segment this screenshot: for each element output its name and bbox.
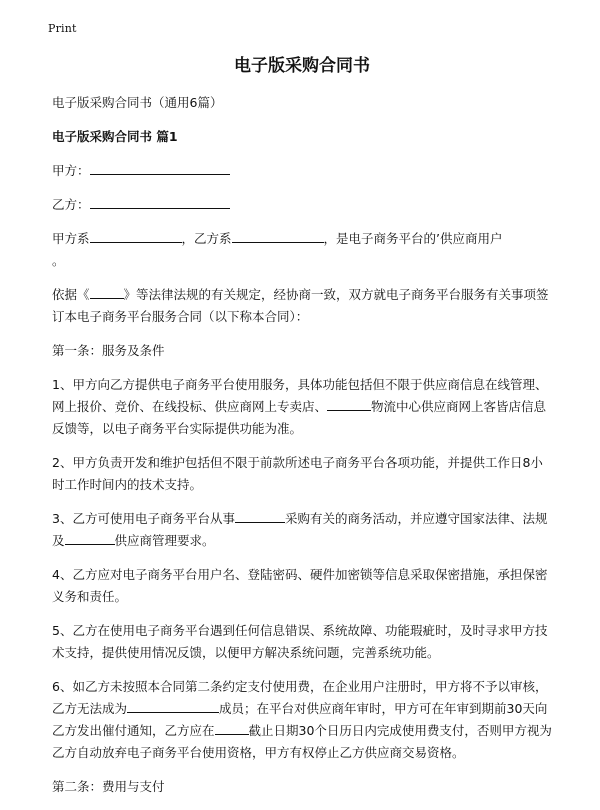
print-label: Print bbox=[48, 22, 77, 35]
party-a-blank bbox=[90, 162, 230, 175]
clause-3 bbox=[52, 508, 552, 552]
clause-6 bbox=[52, 676, 552, 764]
clause-6-text-b: 成员；在平台对供应商年审时，甲方可在年审到期前30天向乙方发出催付通知，乙方应在 bbox=[52, 701, 548, 738]
blank bbox=[327, 398, 371, 411]
clause-5: 5、乙方在使用电子商务平台遇到任何信息错误、系统故障、功能瑕疵时，及时寻求甲方技术支持，提供使用情况反馈，以便甲方解决系统问题，完善系统功能。 bbox=[52, 623, 548, 660]
party-a-label: 甲方： bbox=[52, 163, 90, 178]
clause-3-text-c: 供应商管理要求。 bbox=[114, 533, 215, 548]
party-b-label: 乙方： bbox=[52, 197, 90, 212]
article-2-title: 第二条：费用与支付 bbox=[52, 779, 165, 794]
basis-text-b: 》等法律法规的有关规定，经协商一致，双方就电子商务平台服务有关事项签订本电子商务平台服务合同（以下称本合同）： bbox=[52, 287, 549, 324]
document-subtitle: 电子版采购合同书（通用6篇） bbox=[52, 95, 223, 110]
party-b-blank bbox=[90, 196, 230, 209]
basis-text-a: 依据《 bbox=[52, 287, 90, 302]
parties-text-b: ，乙方系 bbox=[181, 231, 232, 246]
parties-text-d: 。 bbox=[52, 253, 65, 268]
party-b-field bbox=[52, 194, 552, 216]
clause-1-text-b: 物流中心供应商网上客皆店信息反馈等，以电子商务平台实际提供功能为准。 bbox=[52, 399, 547, 436]
clause-6-text-c: 截止日期30个日历日内完成使用费支付，否则甲方视为乙方自动放弃电子商务平台使用资格，甲方有权停止乙方供应商交易资格。 bbox=[52, 723, 552, 760]
blank bbox=[235, 510, 285, 523]
parties-text-c: ，是电子商务平台的’供应商用户 bbox=[323, 231, 503, 246]
clause-3-text-a: 3、乙方可使用电子商务平台从事 bbox=[52, 511, 235, 526]
clause-2: 2、甲方负责开发和维护包括但不限于前款所述电子商务平台各项功能，并提供工作日8小时工作时间内的技术支持。 bbox=[52, 455, 543, 492]
blank bbox=[90, 286, 124, 299]
party-a-field bbox=[52, 160, 552, 182]
clause-3-text-b: 采购有关的商务活动，并应遵守国家法律、法规及 bbox=[52, 511, 548, 548]
clause-1-text-a: 1、甲方向乙方提供电子商务平台使用服务，具体功能包括但不限于供应商信息在线管理、网上报价、竞价、在线投标、供应商网上专卖店、 bbox=[52, 377, 548, 414]
blank bbox=[65, 532, 115, 545]
clause-4: 4、乙方应对电子商务平台用户名、登陆密码、硬件加密锁等信息采取保密措施，承担保密义务和责任。 bbox=[52, 567, 548, 604]
article-1-title: 第一条：服务及条件 bbox=[52, 343, 165, 358]
clause-6-text-a: 6、如乙方未按照本合同第二条约定支付使用费，在企业用户注册时，甲方将不予以审核，乙方无法成为 bbox=[52, 679, 548, 716]
blank bbox=[127, 700, 219, 713]
clause-1 bbox=[52, 374, 552, 440]
document-body bbox=[52, 54, 552, 810]
section-heading: 电子版采购合同书 篇1 bbox=[52, 129, 178, 144]
basis-paragraph bbox=[52, 284, 552, 328]
blank bbox=[90, 230, 182, 243]
blank bbox=[232, 230, 324, 243]
parties-text-a: 甲方系 bbox=[52, 231, 90, 246]
blank bbox=[215, 722, 249, 735]
page-title: 电子版采购合同书 bbox=[234, 56, 370, 76]
parties-paragraph bbox=[52, 228, 552, 272]
